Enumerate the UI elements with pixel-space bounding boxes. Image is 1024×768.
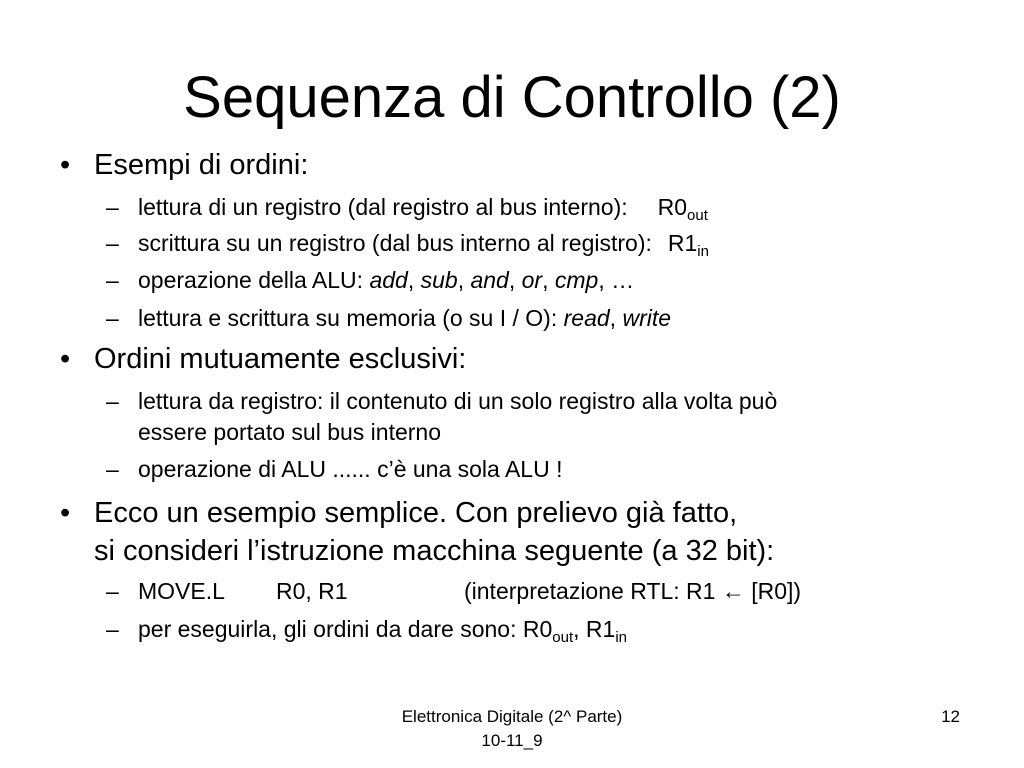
left-arrow-icon: ← [721,578,745,604]
instruction-mnemonic: MOVE.L [138,578,225,604]
op-read: read [563,305,610,331]
register-r0: R0 [657,194,688,220]
op-and: and [470,267,509,293]
bullet-marker: • [60,343,71,375]
dash-marker: – [106,388,119,414]
sub-item-text: operazione di ALU ...... c’è una sola ALU ! [138,456,563,482]
register-r0: R0 [522,616,553,642]
sub-item-text: lettura e scrittura su memoria (o su I / O): [138,305,564,331]
dash-marker: – [106,456,119,482]
instruction-operands: R0, R1 [276,578,348,604]
bullet-text: Esempi di ordini: [94,149,309,181]
bullet-text: Ordini mutuamente esclusivi: [94,343,467,375]
dash-marker: – [106,230,119,256]
sub-item-text: operazione della ALU: [138,267,370,293]
bullet-marker: • [60,149,71,181]
register-r1: R1 [667,230,698,256]
bullet-text-line1: Ecco un esempio semplice. Con prelievo già fatto, [94,497,738,529]
sub-item-text-line1: lettura da registro: il contenuto di un solo registro alla volta può [138,388,778,414]
rtl-prefix: (interpretazione RTL: R1 [464,578,722,604]
op-add: add [369,267,408,293]
page-number: 12 [941,707,960,726]
register-subscript: in [615,629,627,646]
sub-item-text: lettura di un registro (dal registro al bus interno): [138,194,628,220]
footer-course-code: 10-11_9 [481,731,543,750]
dash-marker: – [106,578,119,604]
ellipsis: … [611,267,635,293]
sub-item-text: scrittura su un registro (dal bus interno al registro): [138,230,652,256]
slide-title: Sequenza di Controllo (2) [183,65,841,130]
op-sub: sub [420,267,458,293]
op-or: or [521,267,543,293]
dash-marker: – [106,616,119,642]
footer-course-title: Elettronica Digitale (2^ Parte) [401,707,623,726]
register-r1: R1 [585,616,616,642]
bullet-text-line2: si consideri l’istruzione macchina seguente (a 32 bit): [94,535,775,567]
op-cmp: cmp [554,267,599,293]
rtl-suffix: [R0]) [744,578,802,604]
dash-marker: – [106,267,119,293]
sub-item-text-line2: essere portato sul bus interno [138,419,442,445]
register-subscript: out [552,629,574,646]
dash-marker: – [106,194,119,220]
footer-course [362,705,662,753]
separator: , [573,616,586,642]
register-subscript: out [687,207,708,224]
register-subscript: in [697,243,709,260]
dash-marker: – [106,305,119,331]
op-write: write [622,305,672,331]
sub-item-text: per eseguirla, gli ordini da dare sono: [138,616,523,642]
bullet-marker: • [60,497,71,529]
